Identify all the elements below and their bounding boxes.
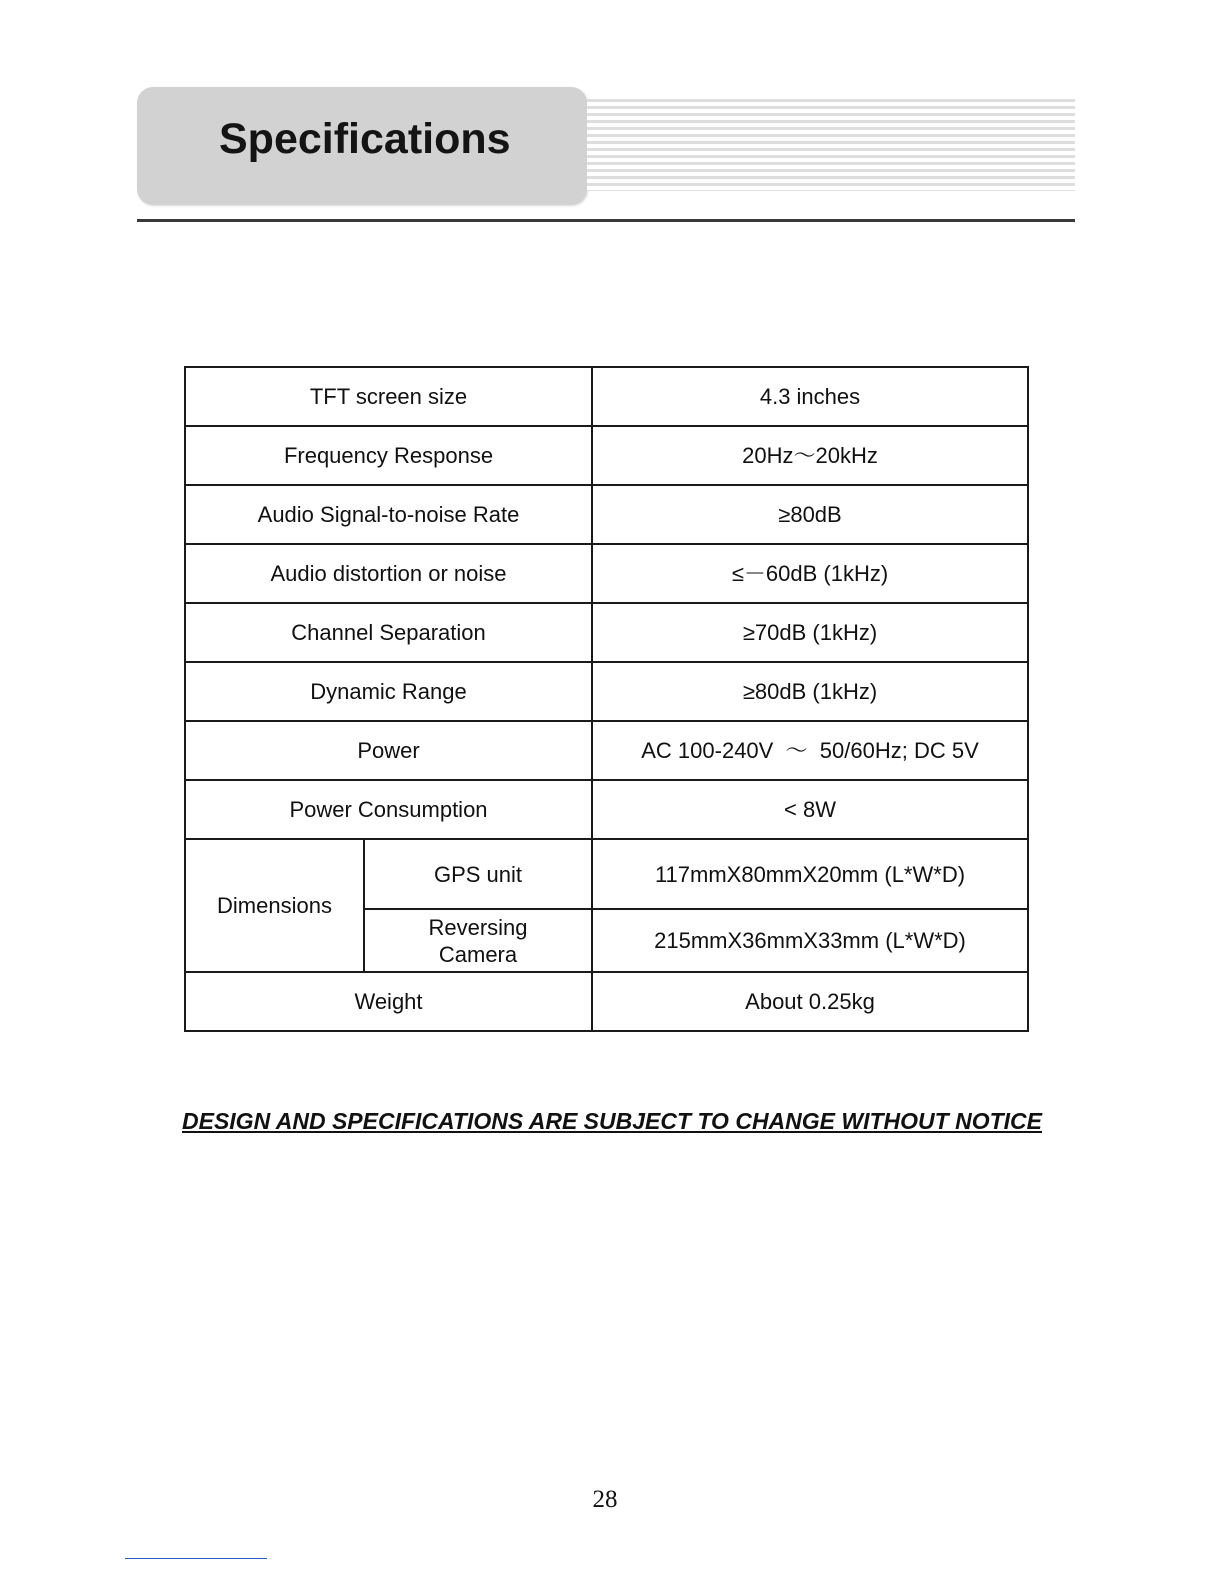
spec-label-dimensions: Dimensions bbox=[185, 839, 364, 972]
spec-value: ≤－60dB (1kHz) bbox=[592, 544, 1028, 603]
spec-value: 215mmX36mmX33mm (L*W*D) bbox=[592, 909, 1028, 972]
spec-value: ≥70dB (1kHz) bbox=[592, 603, 1028, 662]
spec-value: < 8W bbox=[592, 780, 1028, 839]
header-tab bbox=[137, 87, 587, 205]
spec-label: Power Consumption bbox=[185, 780, 592, 839]
spec-label: Channel Separation bbox=[185, 603, 592, 662]
spec-label: Dynamic Range bbox=[185, 662, 592, 721]
spec-value: 4.3 inches bbox=[592, 367, 1028, 426]
page-number: 28 bbox=[592, 1486, 618, 1513]
spec-label: Frequency Response bbox=[185, 426, 592, 485]
table-row bbox=[185, 544, 1028, 603]
spec-label: TFT screen size bbox=[185, 367, 592, 426]
header-stripes bbox=[587, 99, 1075, 191]
page-header bbox=[137, 87, 1075, 222]
table-row bbox=[185, 485, 1028, 544]
specifications-table bbox=[184, 366, 1029, 1032]
table-row bbox=[185, 367, 1028, 426]
spec-label: Audio distortion or noise bbox=[185, 544, 592, 603]
table-row bbox=[185, 603, 1028, 662]
table-row bbox=[185, 426, 1028, 485]
spec-sublabel bbox=[364, 909, 592, 972]
spec-value: ≥80dB bbox=[592, 485, 1028, 544]
spec-value: AC 100-240V ～ 50/60Hz; DC 5V bbox=[592, 721, 1028, 780]
spec-label: Weight bbox=[185, 972, 592, 1031]
page-title: Specifications bbox=[219, 115, 511, 163]
table-row bbox=[185, 839, 1028, 909]
table-row bbox=[185, 721, 1028, 780]
spec-value: About 0.25kg bbox=[592, 972, 1028, 1031]
table-row bbox=[185, 780, 1028, 839]
spec-value: 20Hz～20kHz bbox=[592, 426, 1028, 485]
footnote-rule bbox=[125, 1558, 267, 1559]
spec-sublabel: GPS unit bbox=[364, 839, 592, 909]
table-row bbox=[185, 662, 1028, 721]
spec-value: 117mmX80mmX20mm (L*W*D) bbox=[592, 839, 1028, 909]
change-notice: DESIGN AND SPECIFICATIONS ARE SUBJECT TO CHANGE WITHOUT NOTICE bbox=[182, 1108, 1042, 1134]
spec-sublabel-text: Reversing Camera bbox=[428, 914, 528, 967]
header-rule bbox=[137, 219, 1075, 222]
spec-label: Power bbox=[185, 721, 592, 780]
spec-label: Audio Signal-to-noise Rate bbox=[185, 485, 592, 544]
spec-value: ≥80dB (1kHz) bbox=[592, 662, 1028, 721]
table-row bbox=[185, 972, 1028, 1031]
